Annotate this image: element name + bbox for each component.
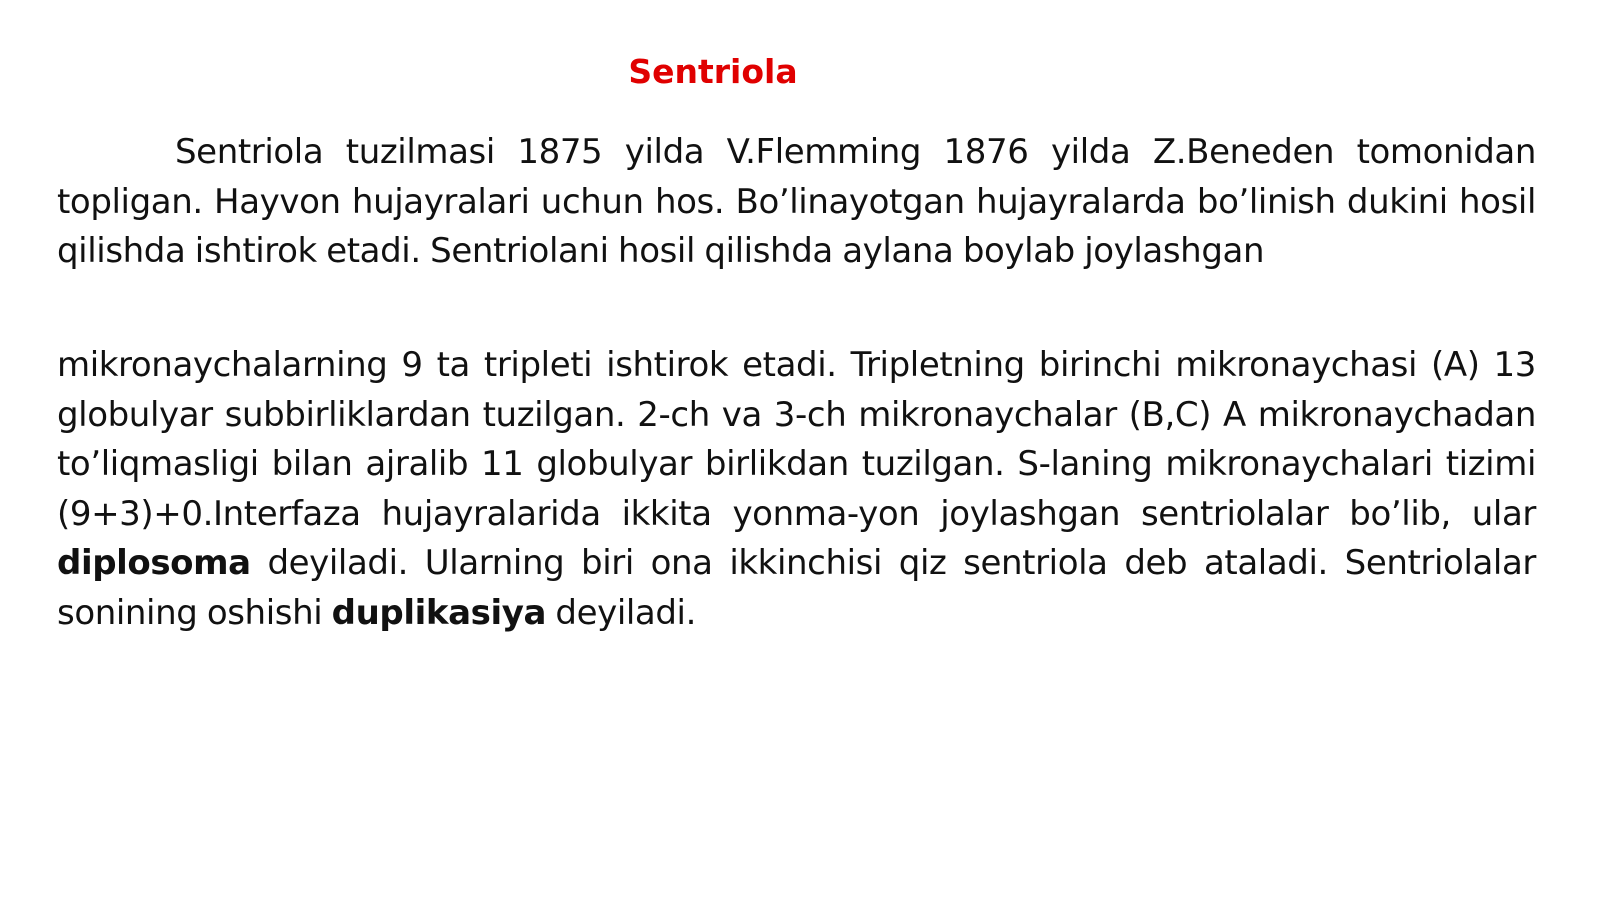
term-diplosoma: diplosoma [57, 543, 251, 583]
term-duplikasiya: duplikasiya [331, 592, 547, 633]
paragraph-2-text-3: deyiladi. [546, 592, 697, 633]
paragraph-2-text-1: mikronaychalarning 9 ta tripleti ishtirok etadi. Tripletning birinchi mikronaychasi (A) 13 globulyar subbirliklardan tuzilgan. 2-ch va 3-ch mikronaychalar (B,C) A mikronaychadan to’liqmasligi bilan ajralib 11 globulyar birlikdan tuzilgan. S-laning mikronaychalari tizimi (9+3)+0.Interfaza hujayralarida ikkita yonma-yon joylashgan sentriolalar bo’lib, ular [57, 345, 1536, 534]
paragraph-2 [57, 341, 1536, 638]
paragraph-2-text-2: deyiladi. Ularning biri ona ikkinchisi qiz sentriola deb ataladi. Sentriolalar sonining oshishi [57, 543, 1536, 633]
paragraph-1: Sentriola tuzilmasi 1875 yilda V.Flemming 1876 yilda Z.Beneden tomonidan topligan. Hayvon hujayralari uchun hos. Bo’linayotgan hujayralarda bo’linish dukini hosil qilishda ishtirok etadi. Sentriolani hosil qilishda aylana boylab joylashgan [57, 132, 1536, 271]
slide-title: Sentriola [628, 52, 798, 91]
